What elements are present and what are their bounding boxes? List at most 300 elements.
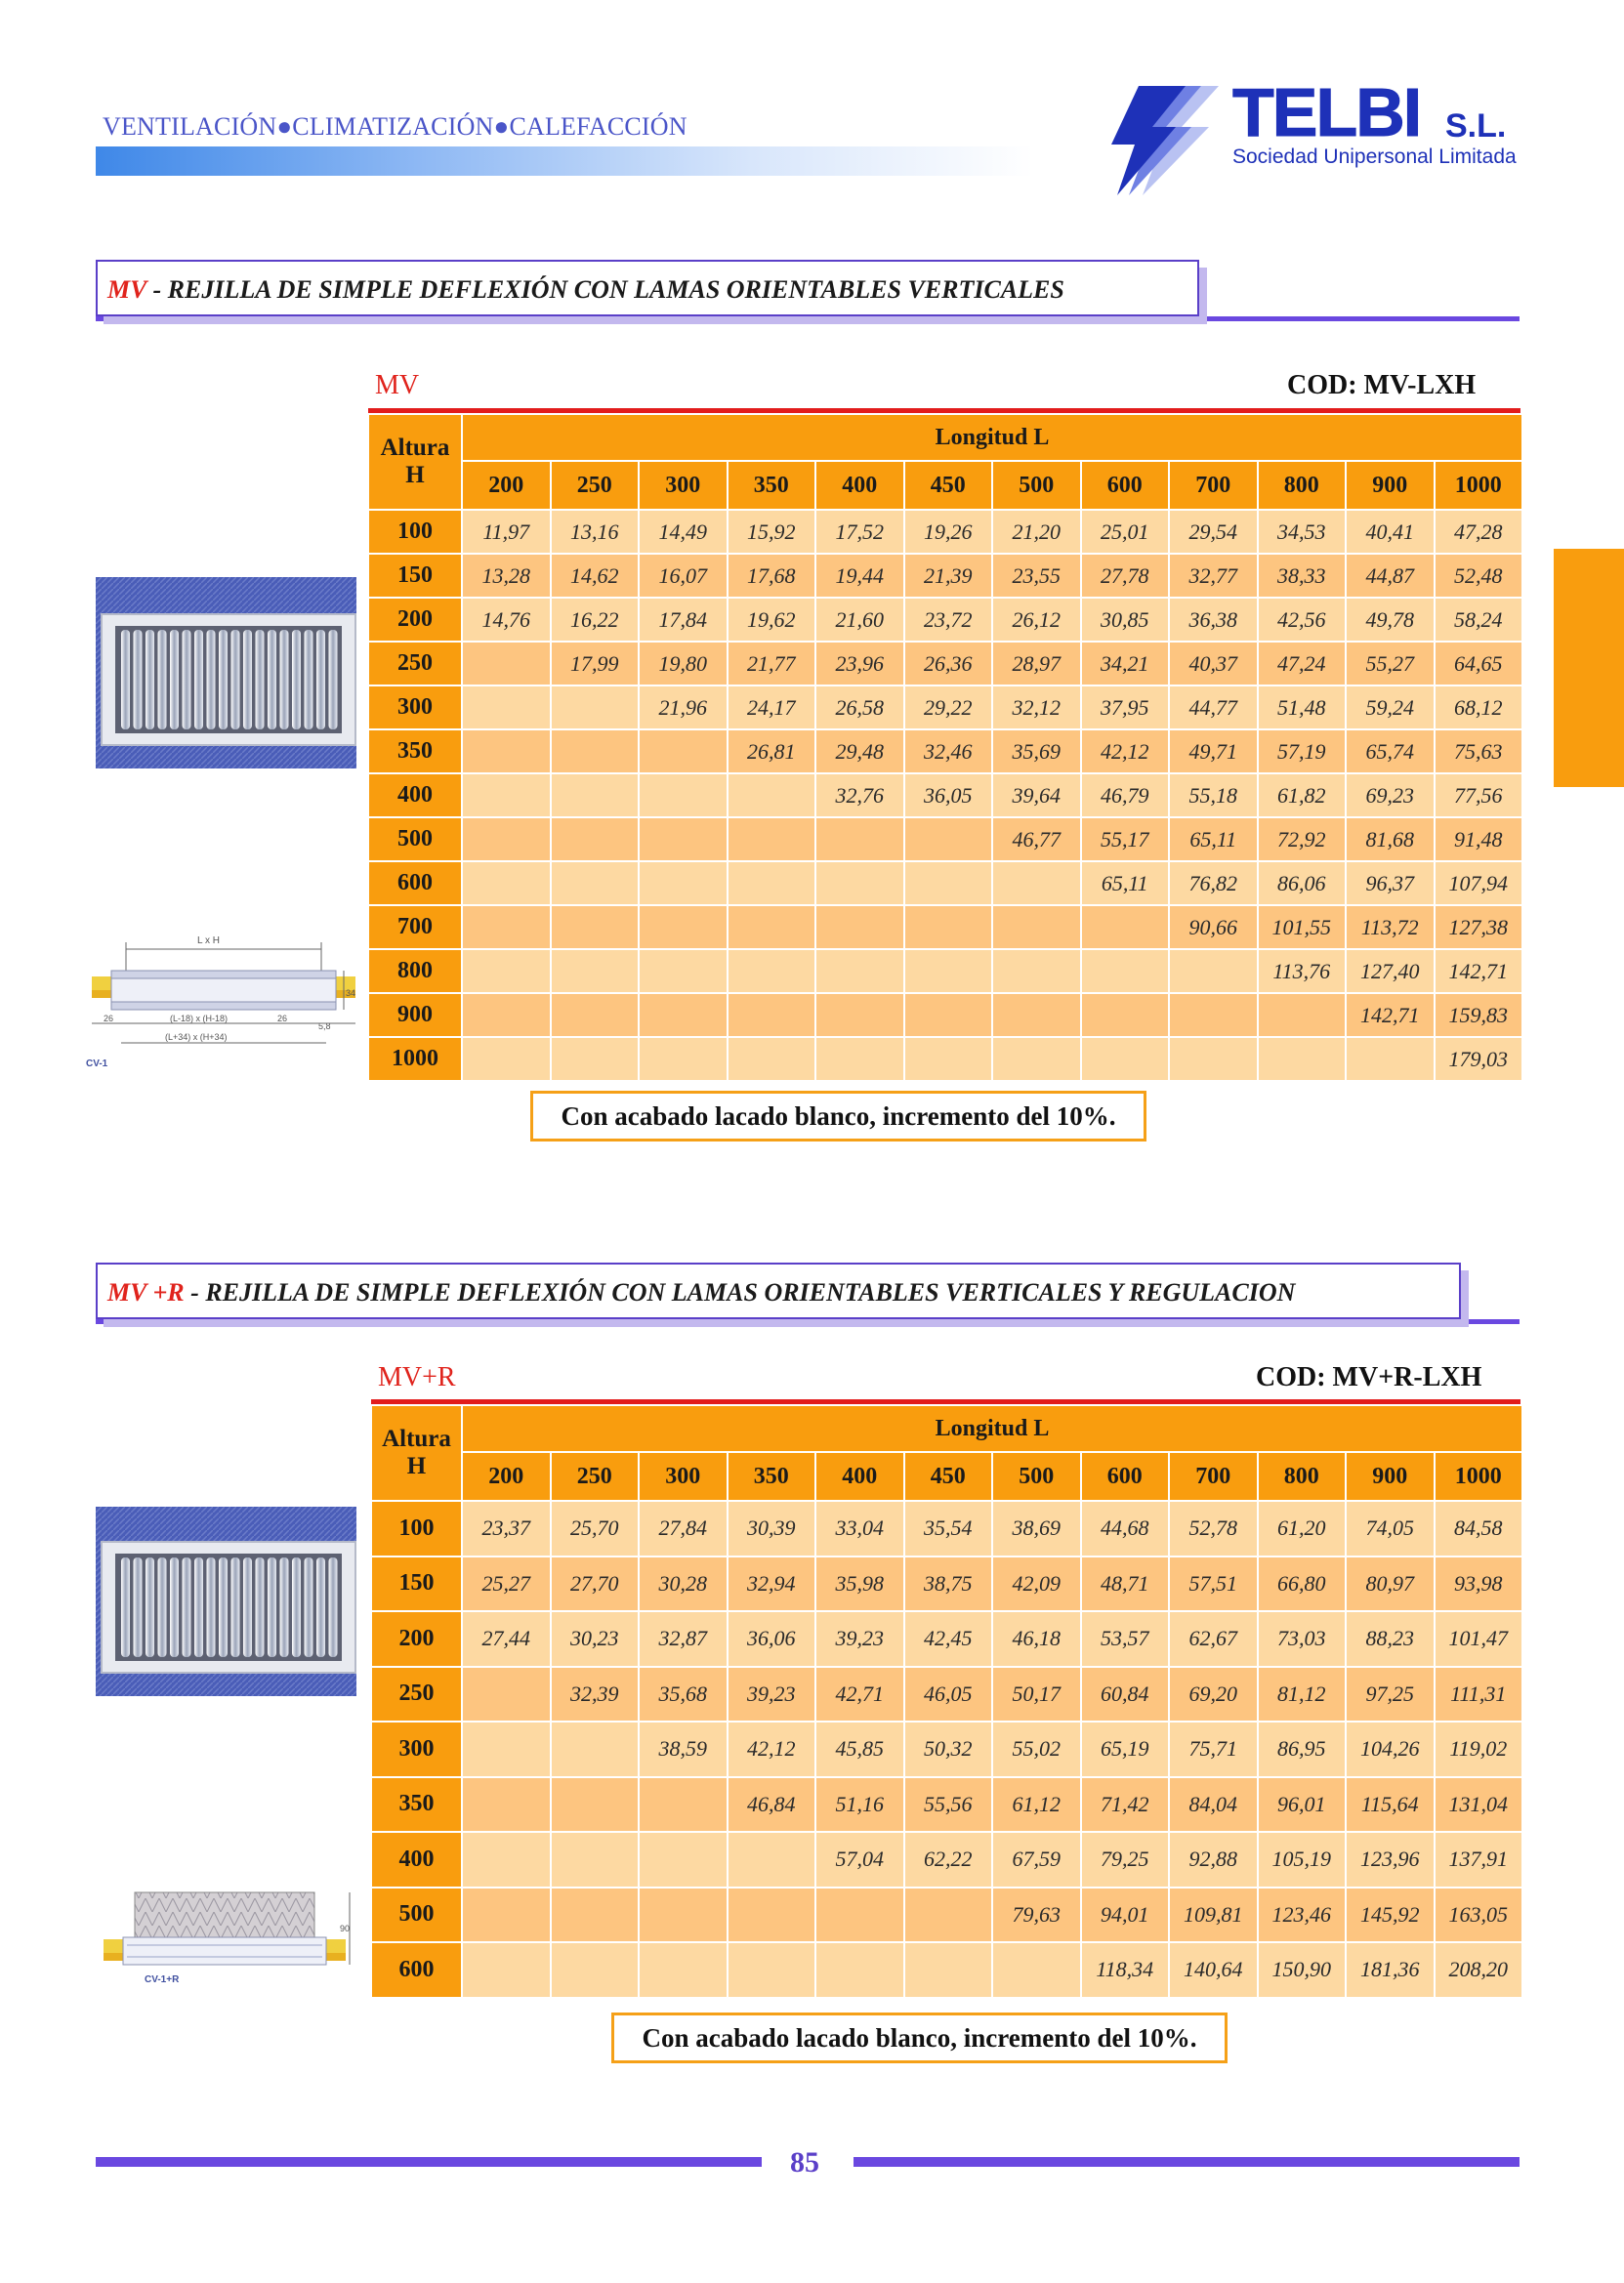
row-height-150: 150 <box>371 1557 462 1612</box>
price-cell: 49,71 <box>1169 729 1258 773</box>
price-cell: 21,20 <box>992 510 1081 554</box>
price-cell <box>462 905 551 949</box>
grille-slat <box>243 1557 252 1657</box>
price-cell <box>551 685 640 729</box>
section1-title-box <box>96 260 1199 316</box>
price-cell <box>815 817 904 861</box>
col-header-800: 800 <box>1258 1452 1347 1501</box>
drawing1-label-right: 26 <box>277 1014 288 1023</box>
table1-name: MV <box>375 370 420 400</box>
row-height-600: 600 <box>368 861 462 905</box>
price-cell: 75,71 <box>1169 1722 1258 1777</box>
price-cell: 84,58 <box>1435 1501 1523 1557</box>
price-cell <box>639 729 728 773</box>
col-header-250: 250 <box>551 1452 640 1501</box>
price-cell <box>462 1667 551 1723</box>
drawing1-label-outer: (L+34) x (H+34) <box>165 1032 228 1042</box>
price-cell: 19,80 <box>639 642 728 685</box>
price-cell <box>728 773 816 817</box>
price-cell <box>462 642 551 685</box>
table-row <box>371 1557 1522 1612</box>
price-cell: 38,59 <box>639 1722 728 1777</box>
grille-slat <box>146 630 154 729</box>
price-cell: 86,95 <box>1258 1722 1347 1777</box>
price-cell: 57,51 <box>1169 1557 1258 1612</box>
grille-slat <box>194 1557 203 1657</box>
price-cell: 88,23 <box>1346 1611 1435 1667</box>
price-cell <box>551 729 640 773</box>
price-cell: 72,92 <box>1258 817 1347 861</box>
col-header-700: 700 <box>1169 1452 1258 1501</box>
price-cell: 71,42 <box>1081 1777 1170 1833</box>
grille-slat <box>121 630 130 729</box>
price-cell: 28,97 <box>992 642 1081 685</box>
price-cell <box>1169 949 1258 993</box>
price-cell <box>1169 993 1258 1037</box>
col-header-600: 600 <box>1081 461 1170 510</box>
price-cell: 44,68 <box>1081 1501 1170 1557</box>
row-height-500: 500 <box>371 1888 462 1943</box>
row-height-800: 800 <box>368 949 462 993</box>
grille-slat <box>316 1557 325 1657</box>
table-row <box>371 1611 1522 1667</box>
price-cell: 46,79 <box>1081 773 1170 817</box>
price-cell <box>728 861 816 905</box>
price-cell <box>815 861 904 905</box>
grille-slat <box>134 1557 143 1657</box>
price-cell: 45,85 <box>815 1722 904 1777</box>
row-header: Altura H <box>371 1405 462 1501</box>
grille-slat <box>158 1557 167 1657</box>
price-cell: 94,01 <box>1081 1888 1170 1943</box>
footer-bar-right <box>854 2157 1520 2167</box>
price-cell <box>728 1832 816 1888</box>
section1-title-text: - REJILLA DE SIMPLE DEFLEXIÓN CON LAMAS ORIENTABLES VERTICALES <box>146 275 1064 304</box>
price-cell: 65,11 <box>1081 861 1170 905</box>
grille-slat <box>134 630 143 729</box>
price-cell: 101,55 <box>1258 905 1347 949</box>
price-cell: 40,41 <box>1346 510 1435 554</box>
price-cell <box>551 1888 640 1943</box>
price-cell <box>1258 1037 1347 1081</box>
price-cell: 96,37 <box>1346 861 1435 905</box>
price-cell <box>1169 1037 1258 1081</box>
price-cell: 36,06 <box>728 1611 816 1667</box>
price-cell <box>904 817 993 861</box>
price-cell <box>992 1037 1081 1081</box>
table-row <box>371 1722 1522 1777</box>
price-cell <box>462 1888 551 1943</box>
section2-title-box <box>96 1263 1461 1319</box>
grille-slat <box>292 630 301 729</box>
price-cell <box>904 1888 993 1943</box>
price-cell: 84,04 <box>1169 1777 1258 1833</box>
price-cell: 119,02 <box>1435 1722 1523 1777</box>
price-cell <box>992 1942 1081 1998</box>
price-cell <box>815 949 904 993</box>
grille-slat <box>316 630 325 729</box>
col-header-450: 450 <box>904 461 993 510</box>
price-cell: 42,45 <box>904 1611 993 1667</box>
price-cell <box>1081 993 1170 1037</box>
grille-slat <box>256 1557 265 1657</box>
price-cell: 86,06 <box>1258 861 1347 905</box>
price-cell <box>462 729 551 773</box>
price-cell <box>551 1037 640 1081</box>
col-header-800: 800 <box>1258 461 1347 510</box>
price-cell: 32,12 <box>992 685 1081 729</box>
grille-slat <box>256 630 265 729</box>
col-header-700: 700 <box>1169 461 1258 510</box>
price-cell <box>815 1888 904 1943</box>
price-cell <box>551 1777 640 1833</box>
grille-slat <box>329 1557 338 1657</box>
price-cell <box>728 905 816 949</box>
price-cell: 163,05 <box>1435 1888 1523 1943</box>
product-photo-mv <box>96 577 356 768</box>
price-cell: 131,04 <box>1435 1777 1523 1833</box>
price-cell: 52,48 <box>1435 554 1523 598</box>
grille-slat <box>183 630 191 729</box>
price-cell: 35,69 <box>992 729 1081 773</box>
price-cell <box>639 1942 728 1998</box>
price-cell: 55,56 <box>904 1777 993 1833</box>
grille-slat <box>243 630 252 729</box>
price-cell: 24,17 <box>728 685 816 729</box>
price-cell: 159,83 <box>1435 993 1523 1037</box>
price-cell: 14,49 <box>639 510 728 554</box>
price-cell: 39,23 <box>728 1667 816 1723</box>
grille-slat <box>292 1557 301 1657</box>
price-cell: 69,20 <box>1169 1667 1258 1723</box>
price-cell: 65,19 <box>1081 1722 1170 1777</box>
price-cell: 97,25 <box>1346 1667 1435 1723</box>
price-cell <box>462 685 551 729</box>
price-cell: 23,72 <box>904 598 993 642</box>
price-cell <box>904 949 993 993</box>
price-cell: 27,44 <box>462 1611 551 1667</box>
grille-slat <box>305 1557 313 1657</box>
company-suffix: S.L. <box>1445 107 1507 145</box>
price-cell: 25,70 <box>551 1501 640 1557</box>
drawing2-label-v: 90 <box>340 1924 351 1933</box>
price-cell <box>639 949 728 993</box>
price-cell: 52,78 <box>1169 1501 1258 1557</box>
row-height-400: 400 <box>371 1832 462 1888</box>
price-cell <box>462 1722 551 1777</box>
price-cell: 48,71 <box>1081 1557 1170 1612</box>
col-header-900: 900 <box>1346 461 1435 510</box>
col-header-200: 200 <box>462 1452 551 1501</box>
price-cell <box>462 1777 551 1833</box>
price-table-mv-r <box>370 1404 1523 1999</box>
price-cell: 30,39 <box>728 1501 816 1557</box>
price-cell: 47,28 <box>1435 510 1523 554</box>
price-cell: 26,58 <box>815 685 904 729</box>
price-cell <box>904 1942 993 1998</box>
price-cell: 32,94 <box>728 1557 816 1612</box>
price-cell: 27,70 <box>551 1557 640 1612</box>
price-cell: 17,68 <box>728 554 816 598</box>
price-cell: 142,71 <box>1435 949 1523 993</box>
section1-title <box>107 277 1064 303</box>
price-cell <box>551 905 640 949</box>
price-cell: 61,20 <box>1258 1501 1347 1557</box>
price-cell: 44,87 <box>1346 554 1435 598</box>
price-cell: 127,38 <box>1435 905 1523 949</box>
grille-slat <box>280 630 289 729</box>
price-cell: 23,55 <box>992 554 1081 598</box>
price-cell: 35,98 <box>815 1557 904 1612</box>
price-cell: 38,69 <box>992 1501 1081 1557</box>
price-cell <box>1081 1037 1170 1081</box>
price-cell: 80,97 <box>1346 1557 1435 1612</box>
price-cell: 113,76 <box>1258 949 1347 993</box>
price-cell <box>1081 949 1170 993</box>
price-cell <box>992 993 1081 1037</box>
grille-slat <box>280 1557 289 1657</box>
price-cell: 32,77 <box>1169 554 1258 598</box>
price-cell: 51,16 <box>815 1777 904 1833</box>
grille-slat <box>170 1557 179 1657</box>
row-height-600: 600 <box>371 1942 462 1998</box>
price-cell: 64,65 <box>1435 642 1523 685</box>
price-cell: 17,52 <box>815 510 904 554</box>
price-cell: 16,22 <box>551 598 640 642</box>
price-cell: 23,96 <box>815 642 904 685</box>
price-cell <box>728 1888 816 1943</box>
grille-slat <box>183 1557 191 1657</box>
price-cell: 127,40 <box>1346 949 1435 993</box>
table-row <box>371 1667 1522 1723</box>
price-cell: 150,90 <box>1258 1942 1347 1998</box>
price-cell <box>639 1832 728 1888</box>
lightning-logo-icon <box>1103 82 1230 199</box>
table-row <box>368 861 1522 905</box>
table-row <box>368 729 1522 773</box>
price-cell: 39,64 <box>992 773 1081 817</box>
price-cell: 79,25 <box>1081 1832 1170 1888</box>
section2-title <box>107 1280 1295 1306</box>
col-header-300: 300 <box>639 1452 728 1501</box>
price-cell: 25,27 <box>462 1557 551 1612</box>
technical-drawing-cv1r <box>98 1885 361 1992</box>
price-cell: 101,47 <box>1435 1611 1523 1667</box>
grille-slat <box>305 630 313 729</box>
table-row <box>368 642 1522 685</box>
price-cell: 55,18 <box>1169 773 1258 817</box>
col-header-600: 600 <box>1081 1452 1170 1501</box>
price-cell: 109,81 <box>1169 1888 1258 1943</box>
price-cell: 181,36 <box>1346 1942 1435 1998</box>
price-cell <box>639 993 728 1037</box>
drawing1-label-v2: 5,8 <box>318 1021 331 1031</box>
price-cell <box>462 773 551 817</box>
table-row <box>368 554 1522 598</box>
drawing2-label-code: CV-1+R <box>145 1974 180 1985</box>
price-cell: 33,04 <box>815 1501 904 1557</box>
table2-cod: COD: MV+R-LXH <box>1256 1362 1482 1392</box>
price-cell: 140,64 <box>1169 1942 1258 1998</box>
price-cell: 21,77 <box>728 642 816 685</box>
grille-slat <box>207 1557 216 1657</box>
price-cell: 115,64 <box>1346 1777 1435 1833</box>
price-cell: 67,59 <box>992 1832 1081 1888</box>
price-cell: 61,12 <box>992 1777 1081 1833</box>
price-cell: 59,24 <box>1346 685 1435 729</box>
col-header-250: 250 <box>551 461 640 510</box>
price-cell: 60,84 <box>1081 1667 1170 1723</box>
price-cell: 118,34 <box>1081 1942 1170 1998</box>
price-cell: 19,62 <box>728 598 816 642</box>
price-cell: 34,21 <box>1081 642 1170 685</box>
drawing1-label-code: CV-1 <box>86 1058 108 1069</box>
price-cell: 49,78 <box>1346 598 1435 642</box>
price-cell <box>815 993 904 1037</box>
table2-note: Con acabado lacado blanco, incremento del 10%. <box>611 2013 1228 2063</box>
price-cell: 91,48 <box>1435 817 1523 861</box>
row-height-1000: 1000 <box>368 1037 462 1081</box>
price-cell: 35,54 <box>904 1501 993 1557</box>
price-cell <box>639 1777 728 1833</box>
price-cell <box>904 1037 993 1081</box>
price-cell: 53,57 <box>1081 1611 1170 1667</box>
price-cell: 47,24 <box>1258 642 1347 685</box>
col-header-450: 450 <box>904 1452 993 1501</box>
price-cell <box>462 993 551 1037</box>
row-header: Altura H <box>368 414 462 510</box>
row-height-200: 200 <box>368 598 462 642</box>
price-cell: 19,44 <box>815 554 904 598</box>
price-cell <box>462 1037 551 1081</box>
price-cell: 145,92 <box>1346 1888 1435 1943</box>
price-cell: 29,54 <box>1169 510 1258 554</box>
price-cell: 29,22 <box>904 685 993 729</box>
table-row <box>371 1501 1522 1557</box>
price-cell <box>639 773 728 817</box>
table-row <box>368 1037 1522 1081</box>
price-cell: 21,39 <box>904 554 993 598</box>
col-header-350: 350 <box>728 461 816 510</box>
price-cell: 25,01 <box>1081 510 1170 554</box>
table1-note: Con acabado lacado blanco, incremento del 10%. <box>530 1091 1146 1142</box>
price-cell <box>728 817 816 861</box>
price-cell: 51,48 <box>1258 685 1347 729</box>
price-cell <box>639 861 728 905</box>
price-cell: 40,37 <box>1169 642 1258 685</box>
col-header: Longitud L <box>462 414 1522 461</box>
technical-drawing-cv1 <box>82 928 360 1074</box>
price-cell: 123,46 <box>1258 1888 1347 1943</box>
price-cell <box>815 1942 904 1998</box>
price-cell: 142,71 <box>1346 993 1435 1037</box>
price-cell: 30,28 <box>639 1557 728 1612</box>
price-cell <box>815 905 904 949</box>
price-cell: 11,97 <box>462 510 551 554</box>
price-cell: 69,23 <box>1346 773 1435 817</box>
col-header-400: 400 <box>815 1452 904 1501</box>
price-cell: 113,72 <box>1346 905 1435 949</box>
price-cell: 105,19 <box>1258 1832 1347 1888</box>
grille-slat <box>219 630 228 729</box>
price-cell: 15,92 <box>728 510 816 554</box>
price-cell: 26,12 <box>992 598 1081 642</box>
section2-underline <box>96 1319 1520 1324</box>
price-cell <box>551 1832 640 1888</box>
price-cell: 14,76 <box>462 598 551 642</box>
row-height-200: 200 <box>371 1611 462 1667</box>
price-cell <box>551 773 640 817</box>
price-cell: 57,04 <box>815 1832 904 1888</box>
price-cell: 19,26 <box>904 510 993 554</box>
price-cell: 32,39 <box>551 1667 640 1723</box>
col-header-1000: 1000 <box>1435 1452 1523 1501</box>
price-cell: 17,99 <box>551 642 640 685</box>
row-height-150: 150 <box>368 554 462 598</box>
price-cell: 21,60 <box>815 598 904 642</box>
grille-slat <box>268 630 276 729</box>
table-row <box>371 1888 1522 1943</box>
price-cell: 14,62 <box>551 554 640 598</box>
table-row <box>368 598 1522 642</box>
price-cell: 46,05 <box>904 1667 993 1723</box>
price-cell: 55,27 <box>1346 642 1435 685</box>
header-gradient-bar <box>96 146 1033 176</box>
drawing1-label-v1: 34 <box>346 988 356 998</box>
price-cell: 38,33 <box>1258 554 1347 598</box>
price-cell: 137,91 <box>1435 1832 1523 1888</box>
price-cell: 38,75 <box>904 1557 993 1612</box>
row-height-900: 900 <box>368 993 462 1037</box>
price-cell <box>639 1037 728 1081</box>
price-cell: 13,28 <box>462 554 551 598</box>
row-height-300: 300 <box>368 685 462 729</box>
price-cell: 29,48 <box>815 729 904 773</box>
price-cell: 96,01 <box>1258 1777 1347 1833</box>
price-cell <box>1081 905 1170 949</box>
price-cell: 13,16 <box>551 510 640 554</box>
price-cell <box>639 817 728 861</box>
company-name: TELBI <box>1232 74 1421 150</box>
price-cell <box>639 905 728 949</box>
price-cell <box>728 1037 816 1081</box>
page-number: 85 <box>790 2146 819 2179</box>
section1-underline <box>96 316 1520 321</box>
grille-slat <box>231 1557 240 1657</box>
row-height-400: 400 <box>368 773 462 817</box>
grille-slat <box>219 1557 228 1657</box>
price-cell: 58,24 <box>1435 598 1523 642</box>
price-cell <box>462 1832 551 1888</box>
price-cell: 74,05 <box>1346 1501 1435 1557</box>
price-cell <box>462 1942 551 1998</box>
price-cell: 104,26 <box>1346 1722 1435 1777</box>
price-cell: 30,23 <box>551 1611 640 1667</box>
price-cell: 36,38 <box>1169 598 1258 642</box>
drawing1-label-top: L x H <box>197 935 220 946</box>
price-cell: 107,94 <box>1435 861 1523 905</box>
table-row <box>371 1832 1522 1888</box>
price-cell <box>1258 993 1347 1037</box>
row-height-250: 250 <box>371 1667 462 1723</box>
price-cell: 35,68 <box>639 1667 728 1723</box>
price-cell: 92,88 <box>1169 1832 1258 1888</box>
price-cell: 76,82 <box>1169 861 1258 905</box>
table-row <box>368 773 1522 817</box>
price-cell <box>992 905 1081 949</box>
section1-code-prefix: MV <box>107 275 146 304</box>
price-cell: 37,95 <box>1081 685 1170 729</box>
